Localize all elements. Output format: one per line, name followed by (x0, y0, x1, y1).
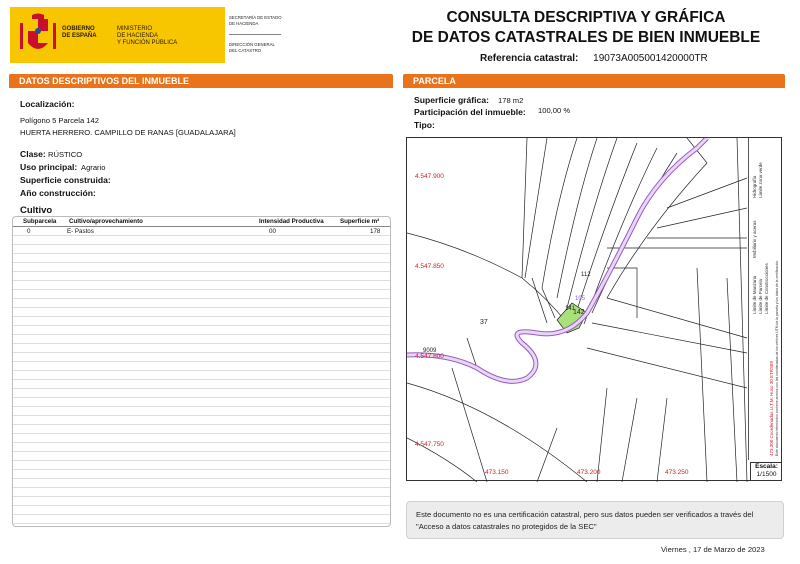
map-drawing (407, 138, 783, 482)
localizacion-line1: Polígono 5 Parcela 142 (20, 116, 99, 125)
empty-table-row (13, 380, 390, 389)
table-cell: E- Pastos (67, 228, 94, 235)
y-coord-label: 4.547.850 (415, 263, 444, 270)
col-header: Superficie m² (340, 218, 380, 225)
reference-line (480, 53, 708, 64)
col-header: Intensidad Productiva (259, 218, 324, 225)
empty-table-row (13, 488, 390, 497)
y-coord-label: 4.547.900 (415, 173, 444, 180)
legend-item: Límite zona verde (758, 162, 763, 198)
empty-table-row (13, 389, 390, 398)
coat-of-arms-icon (18, 13, 58, 57)
legend-item: Límite de Manzana (752, 275, 757, 314)
table-cell: 178 (370, 228, 381, 235)
legend-item: Hidrografía (752, 175, 757, 198)
empty-table-row (13, 335, 390, 344)
ref-value: 19073A005001420000TR (593, 53, 708, 64)
secretaria-text: SECRETARÍA DE ESTADO DE HACIENDA (229, 15, 282, 26)
empty-table-row (13, 254, 390, 263)
parcela-section-header: PARCELA (403, 74, 785, 88)
participacion-label: Participación del inmueble: (414, 107, 526, 117)
localizacion-line2: HUERTA HERRERO. CAMPILLO DE RANAS [GUADALAJARA] (20, 128, 236, 137)
empty-table-row (13, 425, 390, 434)
col-header: Cultivo/aprovechamiento (69, 218, 143, 225)
legend-note: Este documento electrónico contiene anexos con las coordenadas de los vértices UTM de la parcela y los datos de la certificación. (775, 259, 779, 456)
clase-value: RÚSTICO (48, 150, 83, 159)
empty-table-row (13, 407, 390, 416)
table-cell: 0 (27, 228, 31, 235)
empty-table-row (13, 353, 390, 362)
localizacion-label: Localización: (20, 99, 75, 109)
parcel-label: 141 (565, 306, 576, 312)
parcel-label: 105 (575, 296, 586, 302)
col-header: Subparcela (23, 218, 57, 225)
cultivo-table (12, 216, 391, 527)
cadastral-map (406, 137, 782, 481)
legend-item: Límite de Parcela (758, 278, 763, 314)
x-coord-label: 473.200 (577, 469, 601, 476)
empty-table-row (13, 263, 390, 272)
ref-label: Referencia catastral: (480, 53, 579, 64)
scale-label: Escala: (755, 463, 778, 470)
map-legend (748, 138, 780, 460)
empty-table-row (13, 290, 390, 299)
verification-notice: Este documento no es una certificación catastral, pero sus datos pueden ser verificados a través del "Acceso a datos catastrales no protegidos de la SEC" (406, 501, 784, 539)
anio-construccion-label: Año construcción: (20, 188, 96, 198)
road-fill (407, 138, 707, 381)
empty-table-row (13, 416, 390, 425)
empty-table-row (13, 362, 390, 371)
empty-table-row (13, 326, 390, 335)
superficie-grafica-value: 178 m2 (498, 96, 524, 105)
participacion-value: 100,00 % (538, 106, 571, 115)
gov-text: GOBIERNO DE ESPAÑA (62, 26, 97, 39)
parcel-label: 9009 (423, 348, 437, 354)
ministry-text: MINISTERIO DE HACIENDA Y FUNCIÓN PÚBLICA (117, 26, 178, 46)
empty-table-row (13, 245, 390, 254)
tipo-label: Tipo: (414, 120, 435, 130)
empty-table-row (13, 470, 390, 479)
x-coord-label: 473.150 (485, 469, 509, 476)
empty-table-row (13, 398, 390, 407)
parcel-label: 142 (573, 309, 585, 316)
scale-box (750, 462, 782, 481)
scale-value: 1/1500 (756, 471, 777, 478)
document-date: Viernes , 17 de Marzo de 2023 (661, 545, 765, 554)
empty-table-row (13, 344, 390, 353)
empty-table-row (13, 452, 390, 461)
clase-label: Clase: (20, 149, 46, 159)
page-title: CONSULTA DESCRIPTIVA Y GRÁFICA DE DATOS CATASTRALES DE BIEN INMUEBLE (411, 9, 761, 46)
empty-table-row (13, 272, 390, 281)
empty-table-row (13, 371, 390, 380)
secretaria-box (225, 7, 285, 63)
y-coord-label: 4.547.800 (415, 353, 444, 360)
cultivo-title: Cultivo (20, 205, 53, 216)
empty-table-row (13, 461, 390, 470)
empty-table-row (13, 443, 390, 452)
empty-table-row (13, 515, 390, 524)
empty-table-row (13, 434, 390, 443)
divider (229, 34, 281, 35)
empty-table-row (13, 299, 390, 308)
parcel-label: 37 (480, 319, 488, 326)
empty-table-row (13, 317, 390, 326)
y-coord-label: 4.547.750 (415, 441, 444, 448)
empty-table-row (13, 506, 390, 515)
empty-table-row (13, 479, 390, 488)
road-outline (407, 138, 707, 381)
table-cell: 00 (269, 228, 276, 235)
legend-item: Límite de Construcciones (764, 263, 769, 314)
superficie-construida-label: Superficie construida: (20, 175, 111, 185)
empty-table-row (13, 236, 390, 245)
uso-value: Agrario (81, 163, 106, 172)
x-coord-label: 473.250 (665, 469, 689, 476)
empty-table-row (13, 308, 390, 317)
descriptive-section-header: DATOS DESCRIPTIVOS DEL INMUEBLE (9, 74, 393, 88)
table-header (13, 217, 390, 227)
legend-item: Mobiliario y aceras (752, 220, 757, 258)
government-logo (10, 7, 285, 63)
uso-label: Uso principal: (20, 162, 78, 172)
empty-table-row (13, 281, 390, 290)
parcel-label: 112 (581, 272, 591, 278)
table-row (13, 227, 390, 236)
empty-table-row (13, 497, 390, 506)
direccion-text: DIRECCIÓN GENERAL DEL CATASTRO (229, 42, 275, 53)
legend-coords: 473,300 Coordenadas U.T.M. Huso 30 ETRS89 (769, 360, 774, 456)
superficie-grafica-label: Superficie gráfica: (414, 95, 489, 105)
